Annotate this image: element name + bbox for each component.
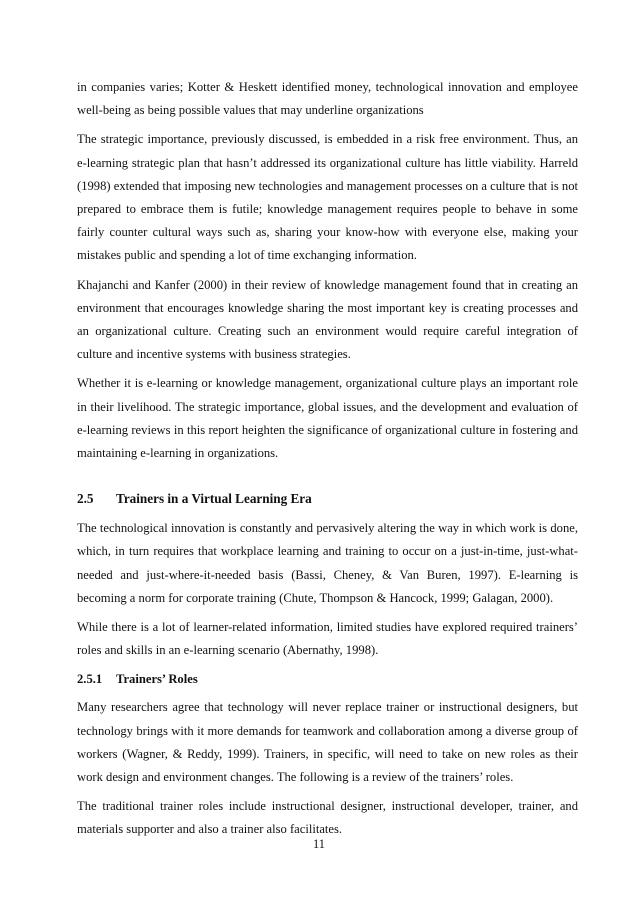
body-paragraph: The strategic importance, previously discussed, is embedded in a risk free environment. Thus, an e-learning strategic plan that hasn’t addressed its organizational culture has little viability. Harreld (1998) extended that imposing new technologies and management processes on a culture that is not prepared to embrace them is futile; knowledge management requires people to behave in some fairly counter cultural ways such as, sharing your know-how with everyone else, making your mistakes public and spending a lot of time exchanging information. bbox=[77, 132, 578, 263]
body-paragraph: While there is a lot of learner-related information, limited studies have explored required trainers’ roles and skills in an e-learning scenario (Abernathy, 1998). bbox=[77, 620, 578, 658]
section-number: 2.5 bbox=[77, 491, 94, 507]
body-paragraph: Many researchers agree that technology will never replace trainer or instructional designers, but technology brings with it more demands for teamwork and collaboration among a diverse group of workers (Wagner, & Reddy, 1999). Trainers, in specific, will need to take on new roles as their work design and environment changes. The following is a review of the trainers’ roles. bbox=[77, 700, 578, 785]
body-paragraph: Whether it is e-learning or knowledge management, organizational culture plays an important role in their livelihood. The strategic importance, global issues, and the development and evaluation of e-learning reviews in this report heighten the significance of organizational culture in fostering and maintaining e-learning in organizations. bbox=[77, 376, 578, 461]
subsection-heading bbox=[77, 668, 578, 691]
section-heading bbox=[77, 487, 578, 511]
body-paragraph: Khajanchi and Kanfer (2000) in their review of knowledge management found that in creating an environment that encourages knowledge sharing the most important key is creating processes and an organizational culture. Creating such an environment would require careful integration of culture and incentive systems with business strategies. bbox=[77, 277, 578, 362]
document-page bbox=[77, 76, 578, 848]
subsection-title: Trainers’ Roles bbox=[116, 672, 198, 687]
section-title: Trainers in a Virtual Learning Era bbox=[116, 491, 312, 507]
subsection-number: 2.5.1 bbox=[77, 672, 103, 687]
page-number: 11 bbox=[313, 837, 325, 851]
body-paragraph: in companies varies; Kotter & Heskett identified money, technological innovation and employee well-being as being possible values that may underline organizations bbox=[77, 80, 578, 118]
body-paragraph: The technological innovation is constantly and pervasively altering the way in which work is done, which, in turn requires that workplace learning and training to occur on a just-in-time, just-what-needed and just-where-it-needed basis (Bassi, Cheney, & Van Buren, 1997). E-learning is becoming a norm for corporate training (Chute, Thompson & Hancock, 1999; Galagan, 2000). bbox=[77, 521, 578, 605]
body-paragraph: The traditional trainer roles include instructional designer, instructional developer, trainer, and materials supporter and also a trainer also facilitates. bbox=[77, 799, 578, 837]
